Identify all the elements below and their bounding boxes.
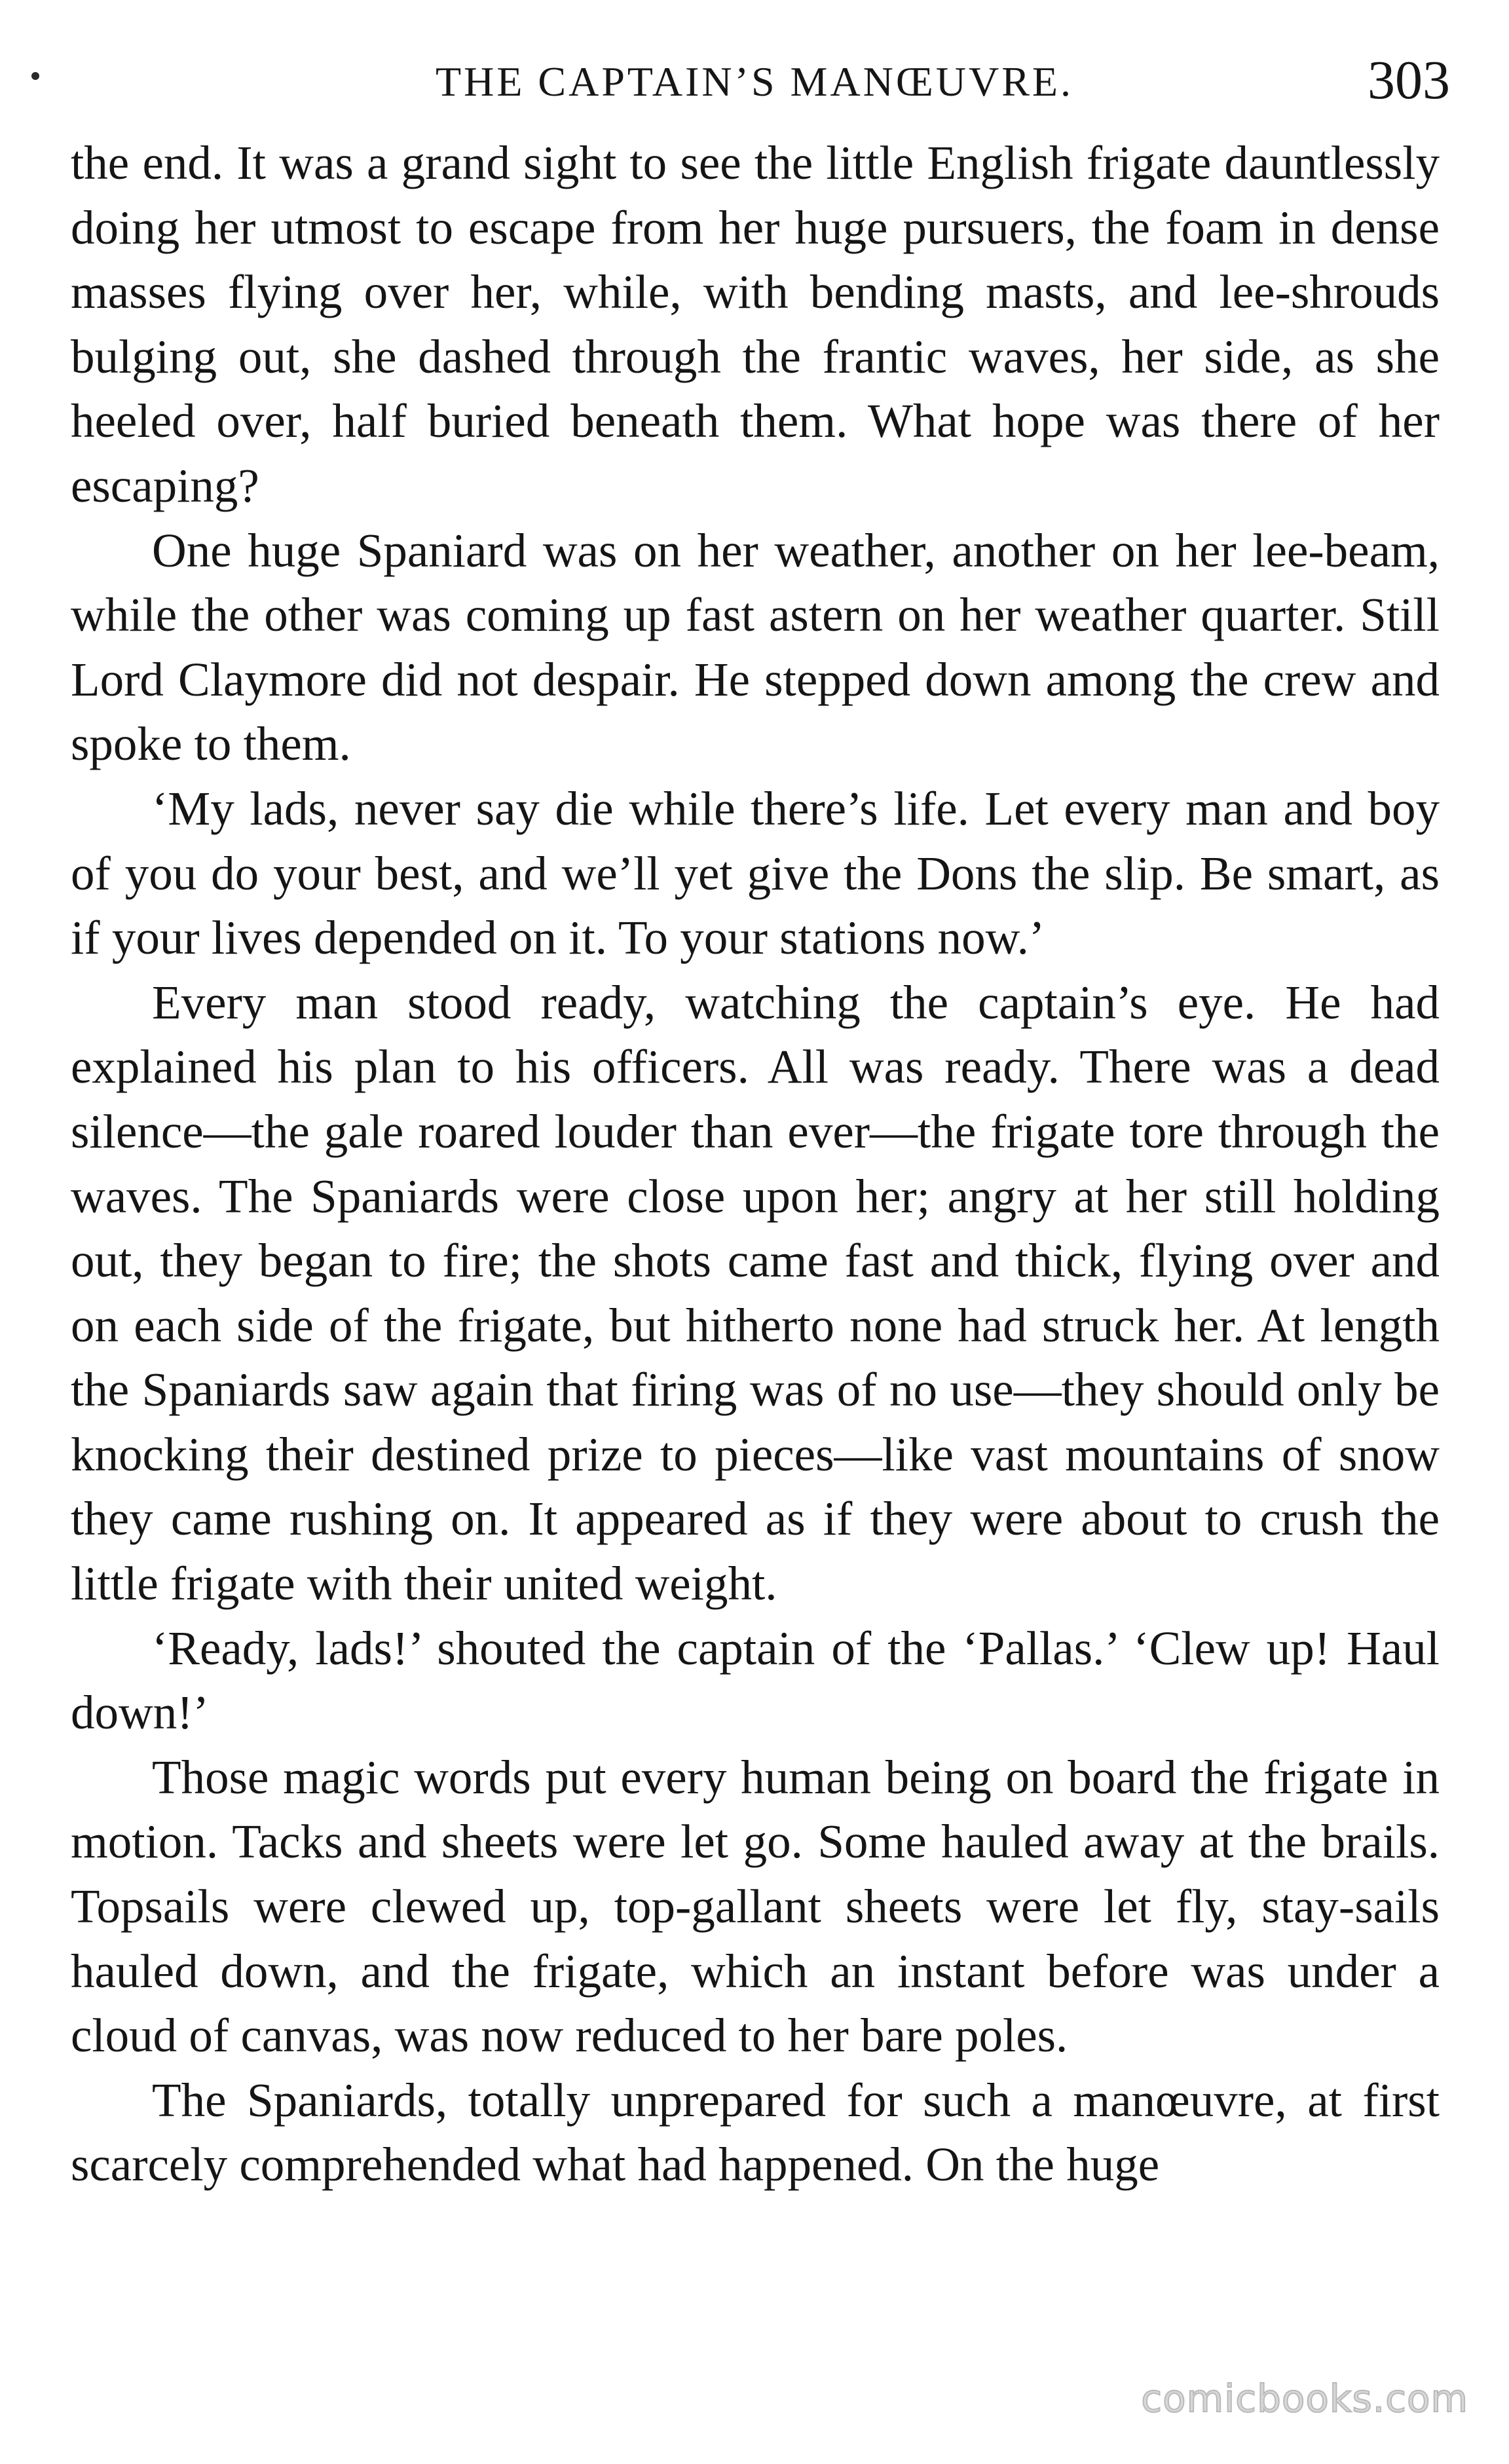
page-body (71, 131, 1440, 2197)
paragraph-1: the end. It was a grand sight to see the little English frigate dauntlessly doing her utmost to escape from her huge pursuers, the foam in dense masses flying over her, while, with bending masts, and lee-shrouds bulging out, she dashed through the frantic waves, her side, as she heeled over, half buried beneath them. What hope was there of her escaping? (71, 136, 1440, 512)
paragraph-6: Those magic words put every human being on board the frigate in motion. Tacks and sheets were let go. Some hauled away at the brails. Topsails were clewed up, top-gallant sheets were let fly, stay-sails hauled down, and the frigate, which an instant before was under a cloud of canvas, was now reduced to her bare poles. (71, 1750, 1440, 2063)
watermark: comicbooks.com (1141, 2376, 1468, 2421)
running-header (0, 45, 1509, 117)
paragraph-2: One huge Spaniard was on her weather, another on her lee-beam, while the other was coming up fast astern on her weather quarter. Still Lord Claymore did not despair. He stepped down among the crew and spoke to them. (71, 523, 1440, 771)
page-number: 303 (1368, 50, 1450, 111)
running-title: THE CAPTAIN’S MANŒUVRE. (436, 58, 1073, 105)
paragraph-4: Every man stood ready, watching the captain’s eye. He had explained his plan to his officers. All was ready. There was a dead silence—the gale roared louder than ever—the frigate tore through the waves. The Spaniards were close upon her; angry at her still holding out, they began to fire; the shots came fast and thick, flying over and on each side of the frigate, but hitherto none had struck her. At length the Spaniards saw again that firing was of no use—they should only be knocking their destined prize to pieces—like vast mountains of snow they came rushing on. It appeared as if they were about to crush the little frigate with their united weight. (71, 975, 1440, 1611)
paragraph-7: The Spaniards, totally unprepared for such a manœuvre, at first scarcely comprehended what had happened. On the huge (71, 2073, 1440, 2192)
paragraph-3: ‘My lads, never say die while there’s life. Let every man and boy of you do your best, and we’ll yet give the Dons the slip. Be smart, as if your lives depended on it. To your stations now.’ (71, 781, 1440, 965)
paragraph-5: ‘Ready, lads!’ shouted the captain of the ‘Pallas.’ ‘Clew up! Haul down!’ (71, 1621, 1440, 1740)
